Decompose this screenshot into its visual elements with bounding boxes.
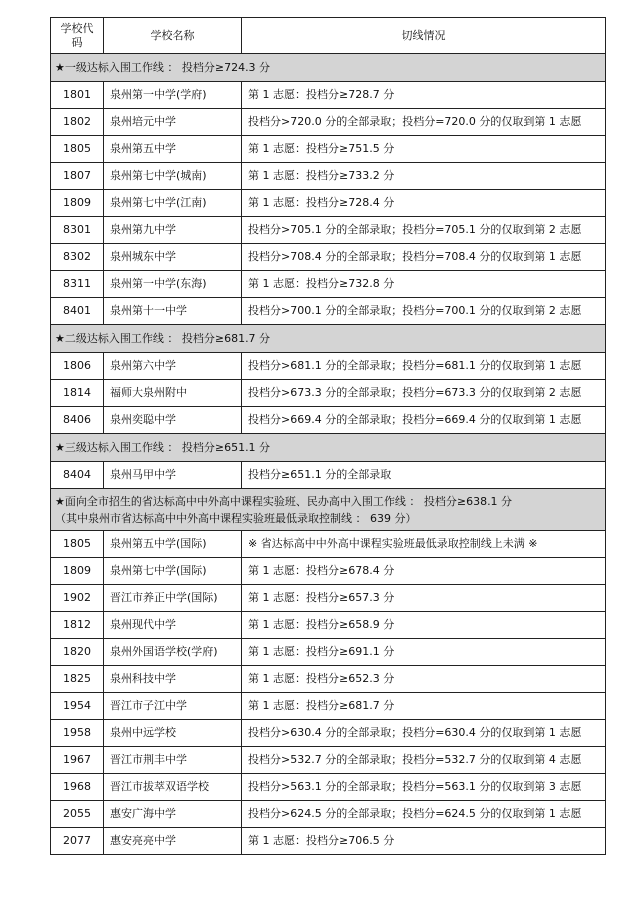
table-row	[51, 109, 606, 136]
cutoff-status: 第 1 志愿：投档分≥657.3 分	[242, 585, 606, 612]
table-row	[51, 558, 606, 585]
cutoff-status: 第 1 志愿：投档分≥706.5 分	[242, 828, 606, 855]
table-row	[51, 585, 606, 612]
school-code: 2077	[51, 828, 104, 855]
school-code: 1805	[51, 136, 104, 163]
cutoff-status: 第 1 志愿：投档分≥728.7 分	[242, 82, 606, 109]
school-name: 泉州现代中学	[104, 612, 242, 639]
admission-cutoff-table	[50, 17, 606, 855]
school-code: 1954	[51, 693, 104, 720]
header-code-line1: 学校代	[60, 21, 94, 35]
table-row	[51, 217, 606, 244]
cutoff-status: 投档分>563.1 分的全部录取；投档分=563.1 分的仅取到第 3 志愿	[242, 774, 606, 801]
table-row	[51, 666, 606, 693]
school-name: 泉州科技中学	[104, 666, 242, 693]
school-name: 晋江市拔萃双语学校	[104, 774, 242, 801]
school-code: 8404	[51, 462, 104, 489]
section-header-row	[51, 434, 606, 462]
school-name: 泉州第五中学(国际)	[104, 531, 242, 558]
school-name: 泉州第七中学(国际)	[104, 558, 242, 585]
header-name: 学校名称	[104, 18, 242, 54]
table-row	[51, 136, 606, 163]
cutoff-status: 投档分>532.7 分的全部录取；投档分=532.7 分的仅取到第 4 志愿	[242, 747, 606, 774]
school-name: 晋江市养正中学(国际)	[104, 585, 242, 612]
section-title	[51, 489, 606, 531]
cutoff-status: 第 1 志愿：投档分≥691.1 分	[242, 639, 606, 666]
school-name: 泉州第一中学(学府)	[104, 82, 242, 109]
cutoff-status: 投档分>705.1 分的全部录取；投档分=705.1 分的仅取到第 2 志愿	[242, 217, 606, 244]
school-code: 8302	[51, 244, 104, 271]
cutoff-status: 投档分>673.3 分的全部录取；投档分=673.3 分的仅取到第 2 志愿	[242, 380, 606, 407]
school-name: 泉州第一中学(东海)	[104, 271, 242, 298]
school-code: 1805	[51, 531, 104, 558]
cutoff-status: 第 1 志愿：投档分≥652.3 分	[242, 666, 606, 693]
header-code-line2: 码	[71, 35, 83, 49]
cutoff-status: 第 1 志愿：投档分≥658.9 分	[242, 612, 606, 639]
table-row	[51, 163, 606, 190]
section-title-text: ★二级达标入围工作线 ： 投档分≥681.7 分	[55, 331, 271, 345]
section-title	[51, 54, 606, 82]
section-subtitle-text: （其中泉州市省达标高中中外高中课程实验班最低录取控制线 ： 639 分）	[55, 511, 417, 525]
table-row	[51, 612, 606, 639]
school-name: 泉州培元中学	[104, 109, 242, 136]
section-title-text: ★面向全市招生的省达标高中中外高中课程实验班、民办高中入围工作线 ： 投档分≥638.1 分	[55, 494, 513, 508]
school-code: 1968	[51, 774, 104, 801]
section-title	[51, 325, 606, 353]
table-row	[51, 353, 606, 380]
table-row	[51, 774, 606, 801]
school-name: 泉州第六中学	[104, 353, 242, 380]
school-code: 1812	[51, 612, 104, 639]
header-status: 切线情况	[242, 18, 606, 54]
header-row	[51, 18, 606, 54]
cutoff-status: ※ 省达标高中中外高中课程实验班最低录取控制线上未满 ※	[242, 531, 606, 558]
school-name: 福师大泉州附中	[104, 380, 242, 407]
school-code: 1809	[51, 190, 104, 217]
school-code: 1806	[51, 353, 104, 380]
school-code: 8311	[51, 271, 104, 298]
table-body	[51, 18, 606, 855]
school-code: 1902	[51, 585, 104, 612]
school-code: 1809	[51, 558, 104, 585]
cutoff-status: 投档分>700.1 分的全部录取；投档分=700.1 分的仅取到第 2 志愿	[242, 298, 606, 325]
school-code: 8406	[51, 407, 104, 434]
cutoff-status: 投档分>624.5 分的全部录取；投档分=624.5 分的仅取到第 1 志愿	[242, 801, 606, 828]
school-code: 8401	[51, 298, 104, 325]
school-name: 泉州第七中学(江南)	[104, 190, 242, 217]
school-code: 8301	[51, 217, 104, 244]
cutoff-status: 投档分>630.4 分的全部录取；投档分=630.4 分的仅取到第 1 志愿	[242, 720, 606, 747]
school-name: 泉州第七中学(城南)	[104, 163, 242, 190]
school-name: 惠安广海中学	[104, 801, 242, 828]
table-row	[51, 720, 606, 747]
cutoff-status: 第 1 志愿：投档分≥678.4 分	[242, 558, 606, 585]
header-code	[51, 18, 104, 54]
school-code: 1967	[51, 747, 104, 774]
school-name: 晋江市荆丰中学	[104, 747, 242, 774]
school-name: 泉州中远学校	[104, 720, 242, 747]
school-code: 1825	[51, 666, 104, 693]
table-row	[51, 298, 606, 325]
school-code: 1814	[51, 380, 104, 407]
table-row	[51, 639, 606, 666]
school-name: 泉州第九中学	[104, 217, 242, 244]
cutoff-status: 投档分>708.4 分的全部录取；投档分=708.4 分的仅取到第 1 志愿	[242, 244, 606, 271]
cutoff-status: 第 1 志愿：投档分≥751.5 分	[242, 136, 606, 163]
cutoff-status: 第 1 志愿：投档分≥733.2 分	[242, 163, 606, 190]
school-name: 泉州马甲中学	[104, 462, 242, 489]
school-name: 泉州第五中学	[104, 136, 242, 163]
section-header-row	[51, 325, 606, 353]
school-name: 惠安亮亮中学	[104, 828, 242, 855]
school-code: 1820	[51, 639, 104, 666]
cutoff-status: 第 1 志愿：投档分≥681.7 分	[242, 693, 606, 720]
school-name: 泉州外国语学校(学府)	[104, 639, 242, 666]
school-code: 1802	[51, 109, 104, 136]
table-row	[51, 531, 606, 558]
cutoff-status: 投档分>669.4 分的全部录取；投档分=669.4 分的仅取到第 1 志愿	[242, 407, 606, 434]
school-code: 1801	[51, 82, 104, 109]
section-title-text: ★一级达标入围工作线 ： 投档分≥724.3 分	[55, 60, 271, 74]
table-row	[51, 244, 606, 271]
table-row	[51, 801, 606, 828]
table-row	[51, 693, 606, 720]
section-header-row	[51, 489, 606, 531]
cutoff-status: 投档分≥651.1 分的全部录取	[242, 462, 606, 489]
table-row	[51, 407, 606, 434]
table-row	[51, 82, 606, 109]
table-row	[51, 190, 606, 217]
table-row	[51, 380, 606, 407]
cutoff-status: 投档分>681.1 分的全部录取；投档分=681.1 分的仅取到第 1 志愿	[242, 353, 606, 380]
section-title-text: ★三级达标入围工作线 ： 投档分≥651.1 分	[55, 440, 271, 454]
cutoff-status: 第 1 志愿：投档分≥728.4 分	[242, 190, 606, 217]
table-row	[51, 271, 606, 298]
table-row	[51, 828, 606, 855]
cutoff-status: 第 1 志愿：投档分≥732.8 分	[242, 271, 606, 298]
section-title	[51, 434, 606, 462]
school-code: 2055	[51, 801, 104, 828]
school-code: 1807	[51, 163, 104, 190]
table-row	[51, 462, 606, 489]
school-name: 泉州第十一中学	[104, 298, 242, 325]
cutoff-status: 投档分>720.0 分的全部录取；投档分=720.0 分的仅取到第 1 志愿	[242, 109, 606, 136]
table-row	[51, 747, 606, 774]
school-name: 泉州奕聪中学	[104, 407, 242, 434]
school-name: 晋江市子江中学	[104, 693, 242, 720]
school-code: 1958	[51, 720, 104, 747]
section-header-row	[51, 54, 606, 82]
school-name: 泉州城东中学	[104, 244, 242, 271]
